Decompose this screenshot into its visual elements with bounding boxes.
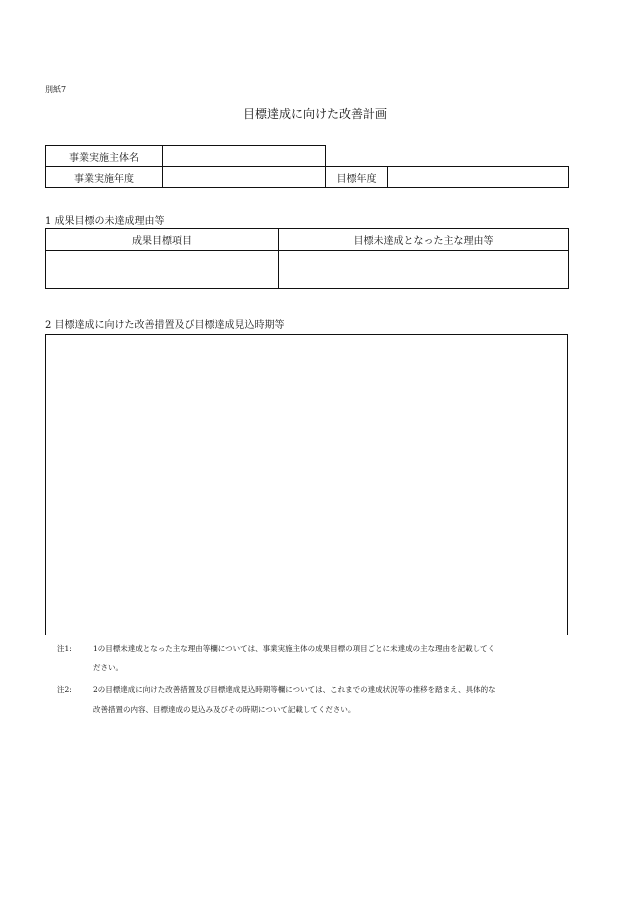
note2-label: 注2: bbox=[57, 685, 72, 694]
improvement-plan-field[interactable] bbox=[45, 334, 568, 635]
note1-text-line1: 1の目標未達成となった主な理由等欄については、事業実施主体の成果目標の項目ごとに未達成の主な理由を記載してく bbox=[93, 644, 496, 653]
note2-text-line2: 改善措置の内容、目標達成の見込み及びその時期について記載してください。 bbox=[93, 705, 356, 714]
note1-label: 注1: bbox=[57, 644, 72, 653]
target-item-field[interactable] bbox=[46, 251, 279, 289]
reason-header: 目標未達成となった主な理由等 bbox=[279, 229, 569, 251]
project-year-field[interactable] bbox=[163, 167, 326, 188]
section1-heading: 1 成果目標の未達成理由等 bbox=[45, 216, 165, 227]
project-year-label: 事業実施年度 bbox=[46, 167, 163, 188]
document-title: 目標達成に向けた改善計画 bbox=[242, 107, 387, 121]
entity-name-label: 事業実施主体名 bbox=[46, 146, 163, 167]
note1-text-line2: ださい。 bbox=[93, 663, 123, 672]
section2-heading: 2 目標達成に向けた改善措置及び目標達成見込時期等 bbox=[45, 320, 285, 331]
note2-text-line1: 2の目標達成に向けた改善措置及び目標達成見込時期等欄については、これまでの達成状況等の推移を踏まえ、具体的な bbox=[93, 685, 496, 694]
target-year-label: 目標年度 bbox=[326, 167, 388, 188]
document-label: 別紙7 bbox=[45, 85, 67, 94]
target-year-field[interactable] bbox=[388, 167, 569, 188]
reason-table bbox=[45, 228, 569, 289]
target-item-header: 成果目標項目 bbox=[46, 229, 279, 251]
info-table bbox=[45, 145, 569, 188]
reason-field[interactable] bbox=[279, 251, 569, 289]
entity-name-field[interactable] bbox=[163, 146, 326, 167]
empty-cell bbox=[326, 146, 569, 167]
